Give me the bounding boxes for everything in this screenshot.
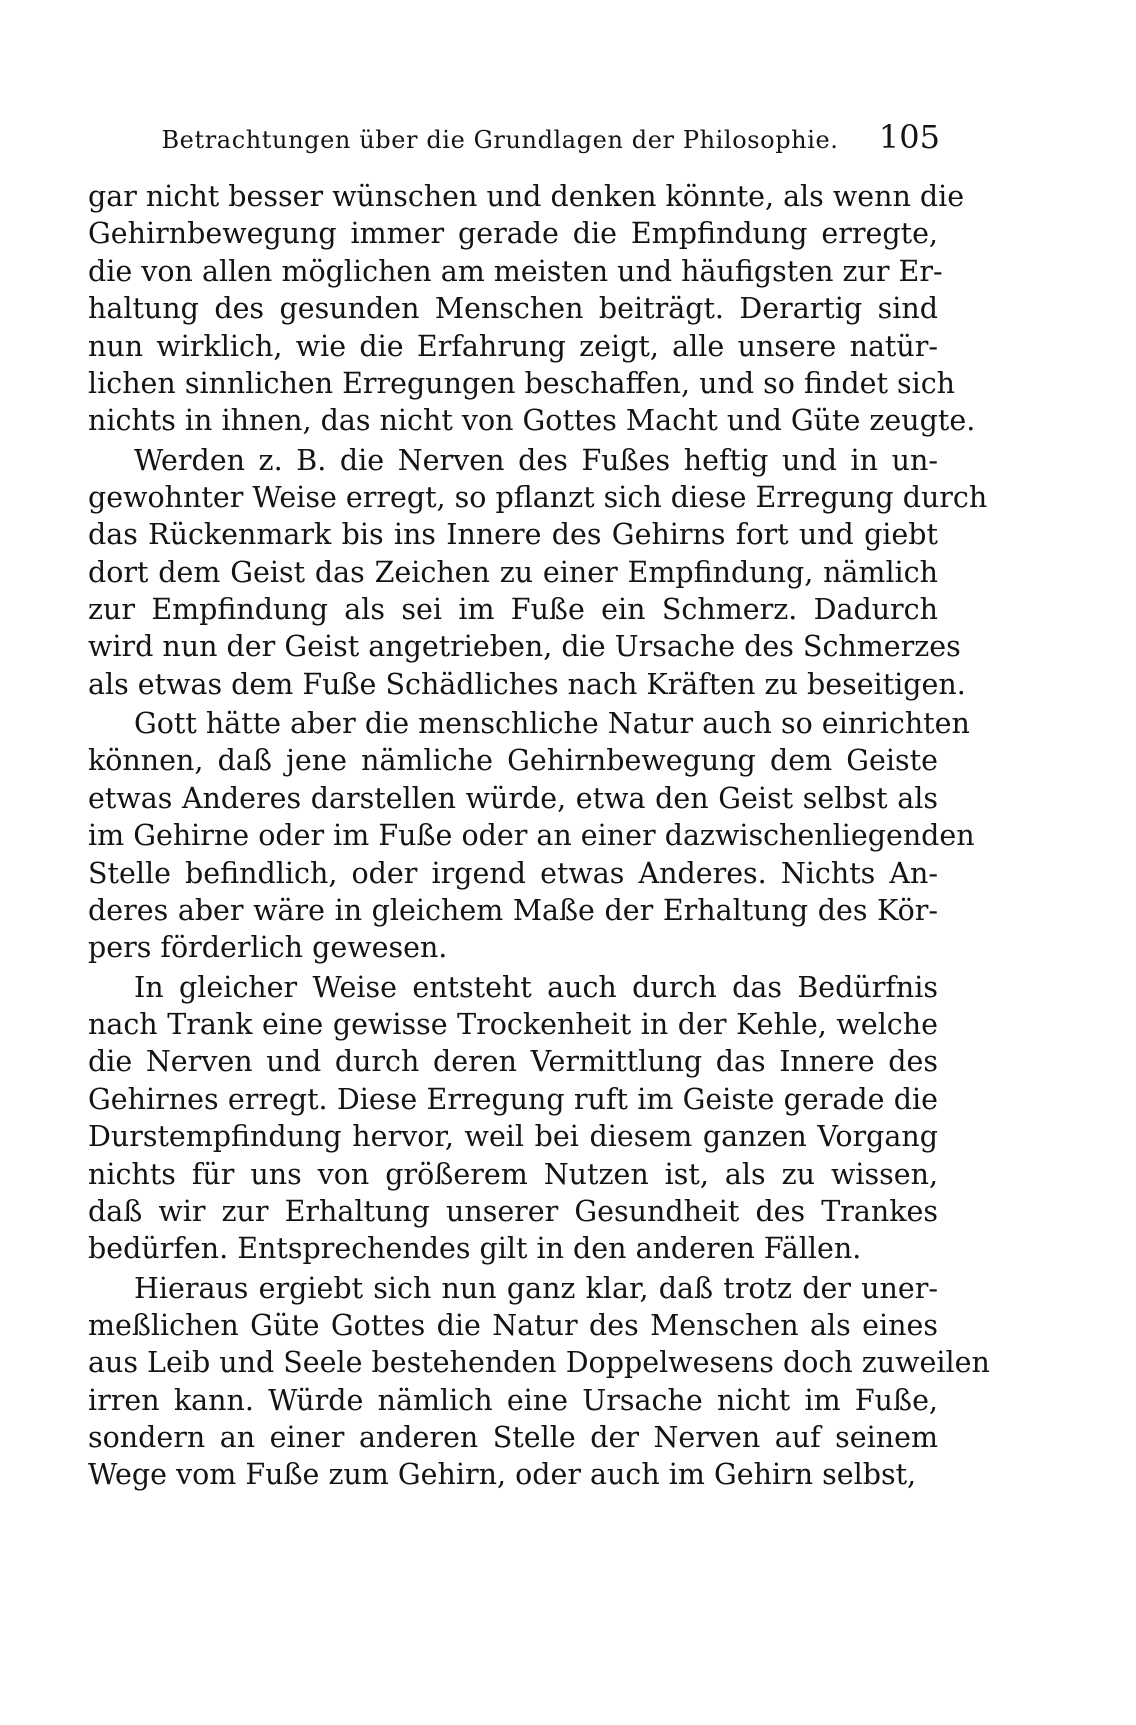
running-title: Betrachtungen über die Grundlagen der Philosophie. bbox=[161, 126, 839, 154]
text-line: Gehirnes erregt. Diese Erregung ruft im Geiste gerade die bbox=[88, 1082, 938, 1116]
text-line: sondern an einer anderen Stelle der Nerven auf seinem bbox=[88, 1421, 938, 1455]
text-line: können, daß jene nämliche Gehirnbewegung dem Geiste bbox=[88, 744, 938, 778]
text-line: gar nicht besser wünschen und denken könnte, als wenn die bbox=[88, 180, 965, 213]
paragraph bbox=[88, 178, 976, 440]
text-line: Stelle befindlich, oder irgend etwas Anderes. Nichts An- bbox=[88, 856, 938, 890]
paragraph bbox=[88, 705, 975, 967]
paragraph bbox=[88, 969, 938, 1268]
page-number: 105 bbox=[878, 118, 940, 156]
text-line: Durstempfindung hervor, weil bei diesem ganzen Vorgang bbox=[88, 1120, 938, 1154]
text-line: Werden z. B. die Nerven des Fußes heftig und in un- bbox=[134, 443, 938, 477]
body-text bbox=[88, 178, 990, 1494]
text-line: die Nerven und durch deren Vermittlung das Innere des bbox=[88, 1045, 938, 1079]
text-line: im Gehirne oder im Fuße oder an einer dazwischenliegenden bbox=[88, 819, 975, 853]
text-line: wird nun der Geist angetrieben, die Ursache des Schmerzes bbox=[88, 630, 961, 664]
text-line: irren kann. Würde nämlich eine Ursache nicht im Fuße, bbox=[88, 1383, 938, 1417]
text-line: nichts für uns von größerem Nutzen ist, als zu wissen, bbox=[88, 1157, 938, 1191]
text-line: als etwas dem Fuße Schädliches nach Kräften zu beseitigen. bbox=[88, 667, 966, 701]
text-line: daß wir zur Erhaltung unserer Gesundheit des Trankes bbox=[88, 1194, 938, 1228]
text-line: gewohnter Weise erregt, so pflanzt sich diese Erregung durch bbox=[88, 480, 988, 514]
running-head bbox=[90, 118, 940, 156]
text-line: Gott hätte aber die menschliche Natur auch so einrichten bbox=[134, 707, 970, 741]
text-line: das Rückenmark bis ins Innere des Gehirns fort und giebt bbox=[88, 518, 938, 552]
text-line: bedürfen. Entsprechendes gilt in den anderen Fällen. bbox=[88, 1232, 862, 1266]
text-line: Gehirnbewegung immer gerade die Empfindung erregte, bbox=[88, 217, 938, 251]
text-line: die von allen möglichen am meisten und häufigsten zur Er- bbox=[88, 254, 943, 288]
text-line: lichen sinnlichen Erregungen beschaffen, und so findet sich bbox=[88, 366, 956, 400]
text-line: deres aber wäre in gleichem Maße der Erhaltung des Kör- bbox=[88, 894, 938, 928]
text-line: nach Trank eine gewisse Trockenheit in der Kehle, welche bbox=[88, 1007, 938, 1041]
text-line: Hieraus ergiebt sich nun ganz klar, daß trotz der uner- bbox=[134, 1271, 938, 1305]
text-line: pers förderlich gewesen. bbox=[88, 931, 448, 965]
paragraph bbox=[88, 442, 988, 704]
text-line: Wege vom Fuße zum Gehirn, oder auch im Gehirn selbst, bbox=[88, 1458, 917, 1492]
text-line: aus Leib und Seele bestehenden Doppelwesens doch zuweilen bbox=[88, 1346, 990, 1380]
text-line: nun wirklich, wie die Erfahrung zeigt, alle unsere natür- bbox=[88, 329, 938, 363]
text-line: etwas Anderes darstellen würde, etwa den Geist selbst als bbox=[88, 781, 938, 815]
text-line: dort dem Geist das Zeichen zu einer Empfindung, nämlich bbox=[88, 555, 938, 589]
text-line: nichts in ihnen, das nicht von Gottes Macht und Güte zeugte. bbox=[88, 404, 976, 438]
text-line: haltung des gesunden Menschen beiträgt. Derartig sind bbox=[88, 292, 938, 326]
text-line: zur Empfindung als sei im Fuße ein Schmerz. Dadurch bbox=[88, 593, 938, 627]
paragraph bbox=[88, 1270, 990, 1494]
text-line: meßlichen Güte Gottes die Natur des Menschen als eines bbox=[88, 1308, 938, 1342]
text-line: In gleicher Weise entsteht auch durch das Bedürfnis bbox=[134, 970, 938, 1004]
